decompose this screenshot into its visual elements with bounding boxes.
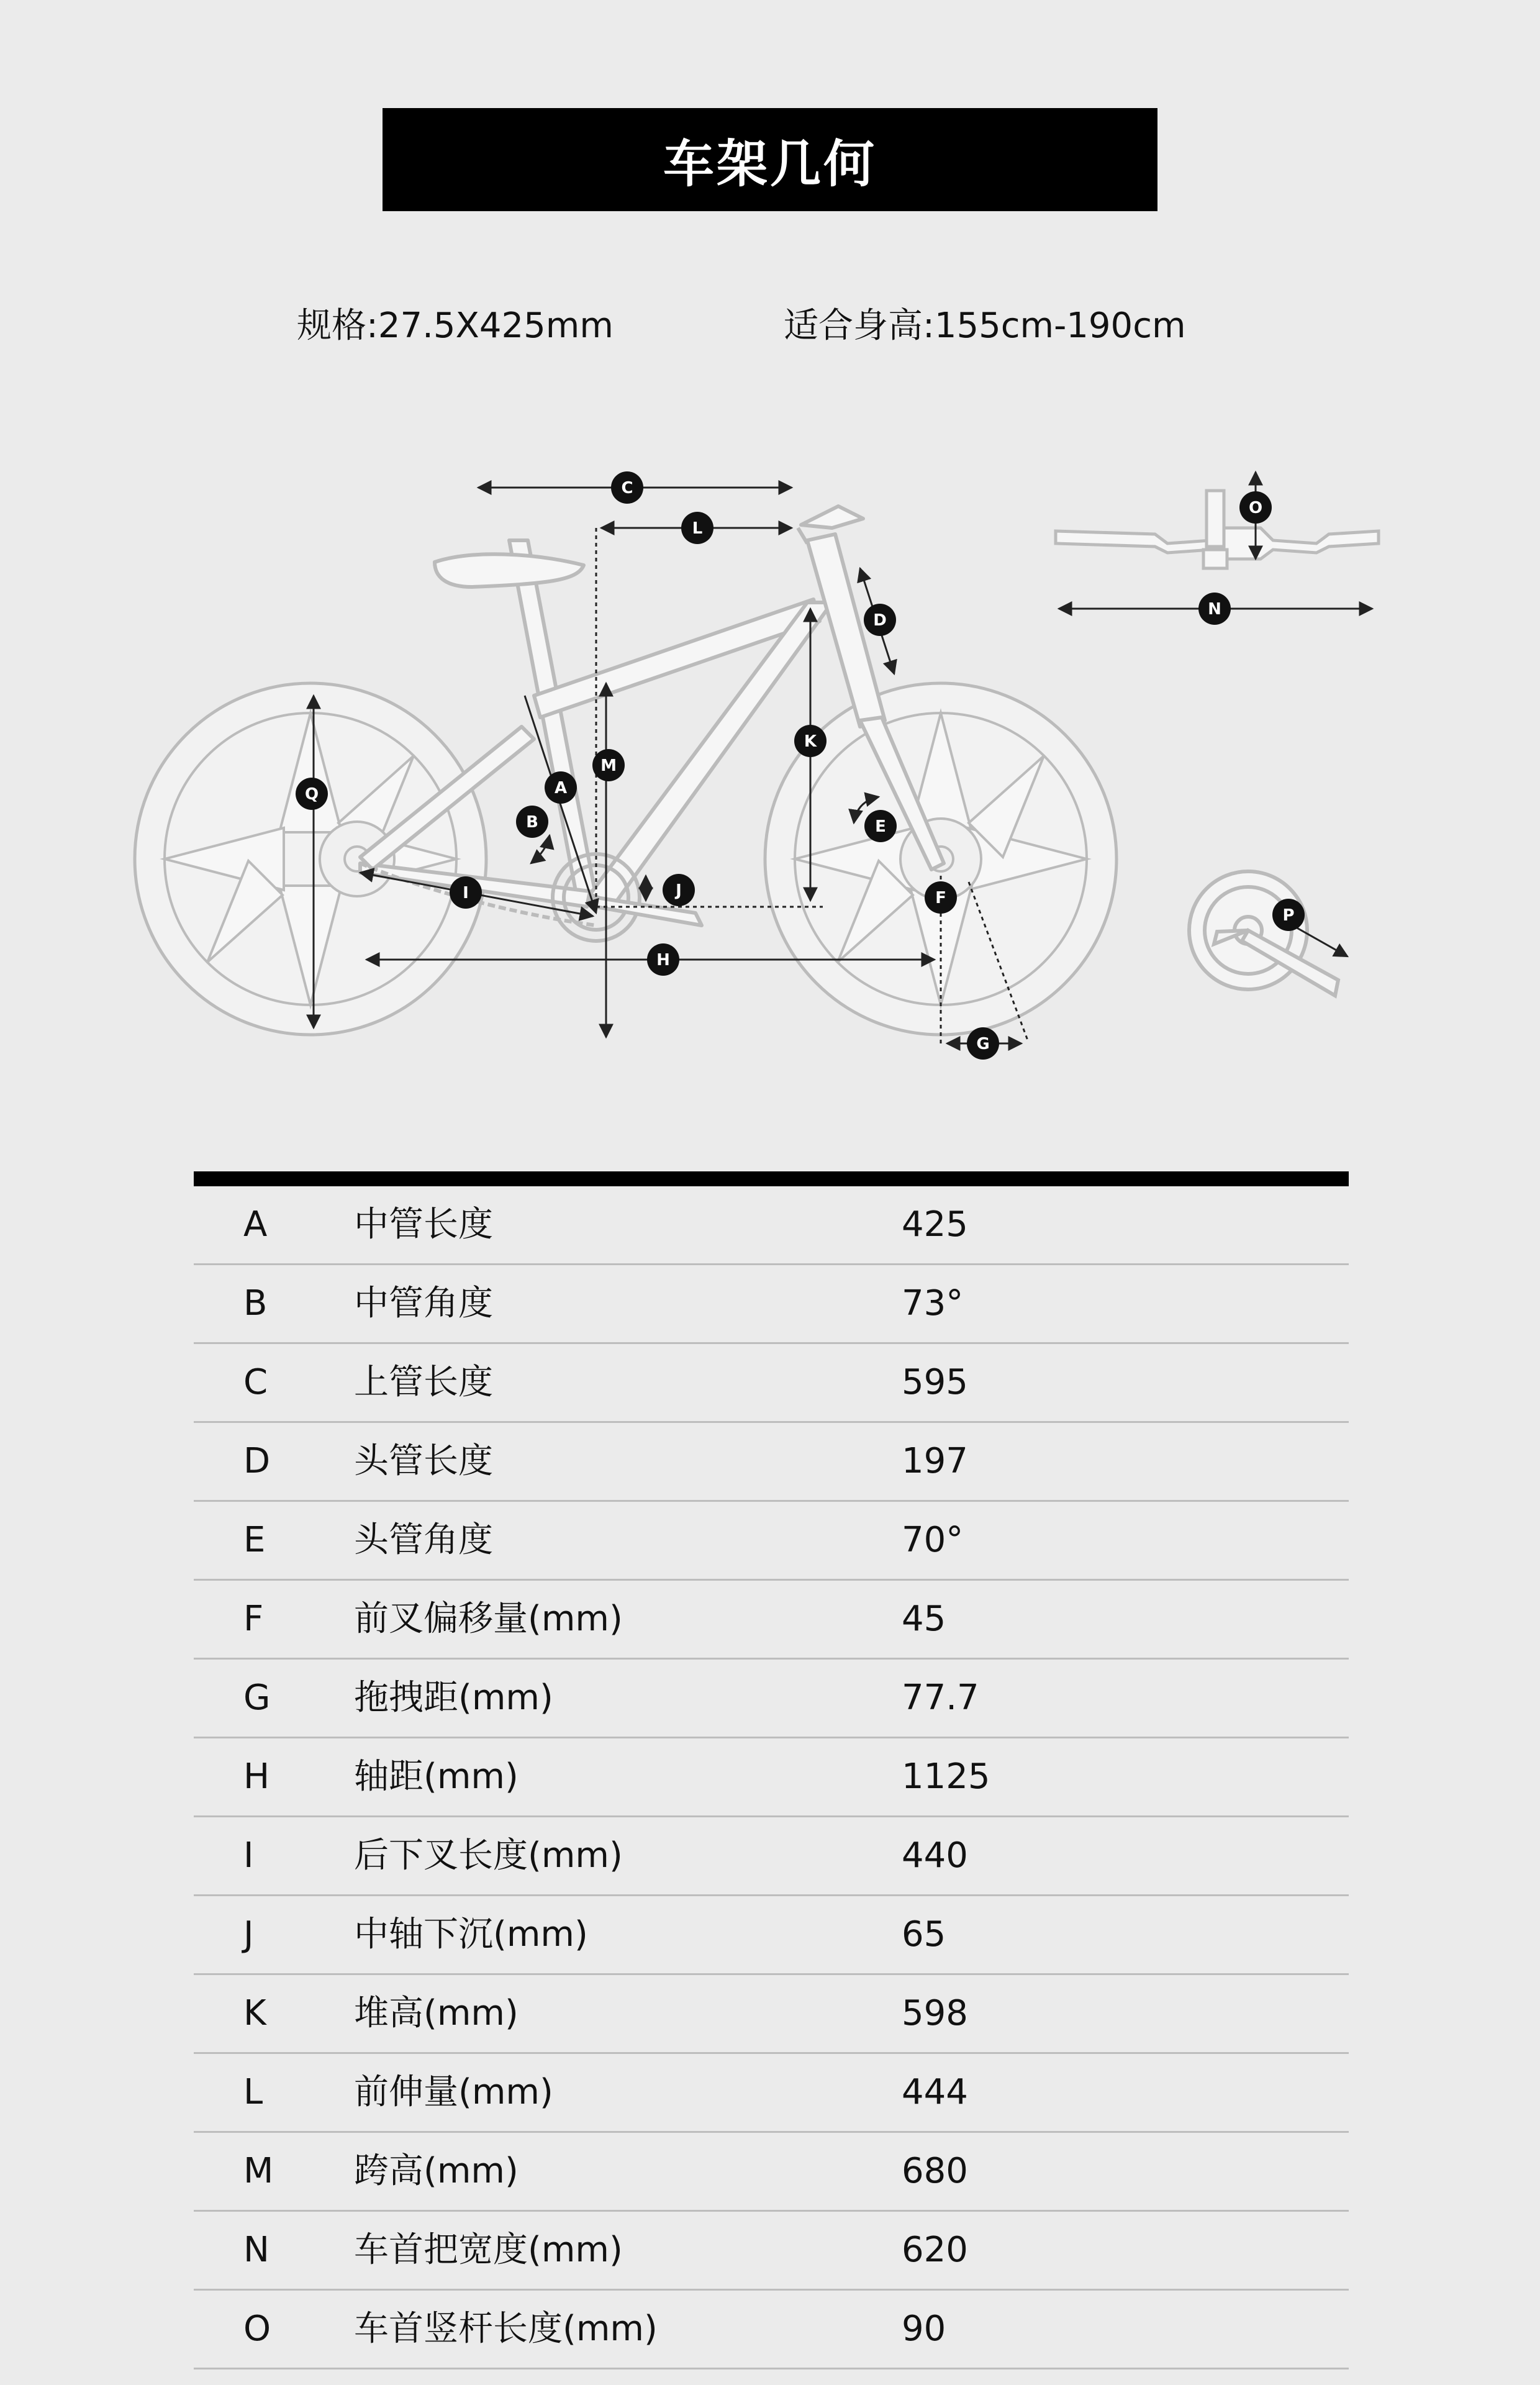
crankset: [1189, 871, 1338, 996]
bike-geometry-diagram: [0, 435, 1540, 1087]
row-value: 197: [902, 1441, 968, 1481]
page-title: 车架几何: [383, 108, 1157, 211]
marker-k-label: [794, 725, 827, 757]
frame-size-spec: 规格:27.5X425mm: [297, 306, 614, 346]
table-row: [194, 2054, 1349, 2133]
marker-q-label: [296, 778, 328, 810]
row-name: 车首竖杆长度(mm): [354, 2309, 658, 2349]
row-name: 中轴下沉(mm): [354, 1914, 588, 1955]
table-row: [194, 1660, 1349, 1738]
marker-j-label: [663, 874, 695, 906]
row-code: N: [243, 2230, 270, 2270]
marker-i-label: [450, 876, 482, 909]
table-row: [194, 2291, 1349, 2369]
row-code: L: [243, 2072, 263, 2112]
marker-h-text: H: [656, 951, 670, 970]
marker-a-label: [545, 771, 577, 804]
marker-d-text: D: [873, 611, 887, 630]
marker-q-text: Q: [304, 785, 319, 804]
row-code: A: [243, 1204, 268, 1245]
row-name: 车首把宽度(mm): [354, 2230, 623, 2270]
row-code: O: [243, 2309, 271, 2349]
marker-l-text: L: [692, 519, 703, 538]
row-code: J: [243, 1914, 254, 1955]
marker-k-text: K: [804, 732, 817, 751]
row-value: 425: [902, 1204, 968, 1245]
marker-f-text: F: [935, 889, 946, 907]
marker-c-label: [611, 471, 643, 504]
table-row: [194, 2212, 1349, 2291]
table-row: [194, 1581, 1349, 1660]
marker-m-text: M: [600, 756, 617, 775]
marker-n-text: N: [1208, 600, 1221, 619]
table-row: [194, 1344, 1349, 1423]
rider-height-spec: 适合身高:155cm-190cm: [784, 306, 1186, 346]
row-code: I: [243, 1835, 254, 1876]
marker-b-text: B: [526, 813, 538, 832]
geometry-table: [194, 1186, 1349, 2369]
row-name: 中管长度: [354, 1204, 493, 1245]
row-name: 拖拽距(mm): [354, 1678, 553, 1718]
row-code: G: [243, 1678, 271, 1718]
marker-n-label: [1198, 593, 1231, 625]
row-name: 前伸量(mm): [354, 2072, 553, 2112]
row-code: B: [243, 1283, 268, 1324]
row-name: 跨高(mm): [354, 2151, 519, 2191]
row-name: 轴距(mm): [354, 1756, 519, 1797]
row-name: 前叉偏移量(mm): [354, 1599, 623, 1639]
marker-e-text: E: [875, 817, 886, 836]
marker-c-text: C: [621, 479, 633, 497]
row-value: 73°: [902, 1283, 964, 1324]
row-value: 45: [902, 1599, 946, 1639]
table-top-rule: [194, 1171, 1349, 1186]
row-value: 77.7: [902, 1678, 979, 1718]
marker-p-label: [1272, 899, 1305, 931]
row-name: 头管角度: [354, 1520, 493, 1560]
row-name: 后下叉长度(mm): [354, 1835, 623, 1876]
table-row: [194, 1817, 1349, 1896]
marker-e-label: [864, 810, 897, 842]
marker-g-label: [967, 1027, 999, 1060]
row-value: 65: [902, 1914, 946, 1955]
table-row: [194, 1738, 1349, 1817]
row-code: D: [243, 1441, 271, 1481]
marker-o-label: [1239, 491, 1272, 524]
row-code: M: [243, 2151, 274, 2191]
marker-j-text: J: [676, 881, 682, 900]
table-row: [194, 1186, 1349, 1265]
row-name: 头管长度: [354, 1441, 493, 1481]
row-value: 440: [902, 1835, 968, 1876]
row-code: E: [243, 1520, 266, 1560]
row-name: 上管长度: [354, 1362, 493, 1402]
row-name: 堆高(mm): [354, 1993, 519, 2033]
row-code: H: [243, 1756, 270, 1797]
row-value: 444: [902, 2072, 968, 2112]
row-value: 595: [902, 1362, 968, 1402]
marker-a-text: A: [554, 779, 568, 797]
table-row: [194, 1265, 1349, 1344]
row-code: C: [243, 1362, 268, 1402]
marker-d-label: [864, 604, 896, 636]
marker-h-label: [647, 943, 679, 976]
table-row: [194, 2133, 1349, 2212]
marker-b-label: [516, 806, 548, 838]
row-value: 680: [902, 2151, 968, 2191]
table-row: [194, 1896, 1349, 1975]
marker-f-label: [925, 881, 957, 914]
row-value: 90: [902, 2309, 946, 2349]
row-code: F: [243, 1599, 264, 1639]
row-value: 1125: [902, 1756, 990, 1797]
handlebar-top-view: [1056, 491, 1379, 568]
row-name: 中管角度: [354, 1283, 493, 1324]
row-value: 598: [902, 1993, 968, 2033]
row-value: 620: [902, 2230, 968, 2270]
table-row: [194, 1423, 1349, 1502]
marker-p-text: P: [1282, 906, 1295, 925]
row-code: K: [243, 1993, 266, 2033]
marker-l-label: [681, 512, 713, 544]
table-row: [194, 1502, 1349, 1581]
marker-m-label: [592, 749, 625, 781]
marker-o-text: O: [1248, 499, 1263, 517]
table-row: [194, 1975, 1349, 2054]
row-value: 70°: [902, 1520, 964, 1560]
marker-g-text: G: [976, 1035, 990, 1053]
rear-wheel: [135, 683, 486, 1035]
marker-i-text: I: [463, 884, 469, 902]
